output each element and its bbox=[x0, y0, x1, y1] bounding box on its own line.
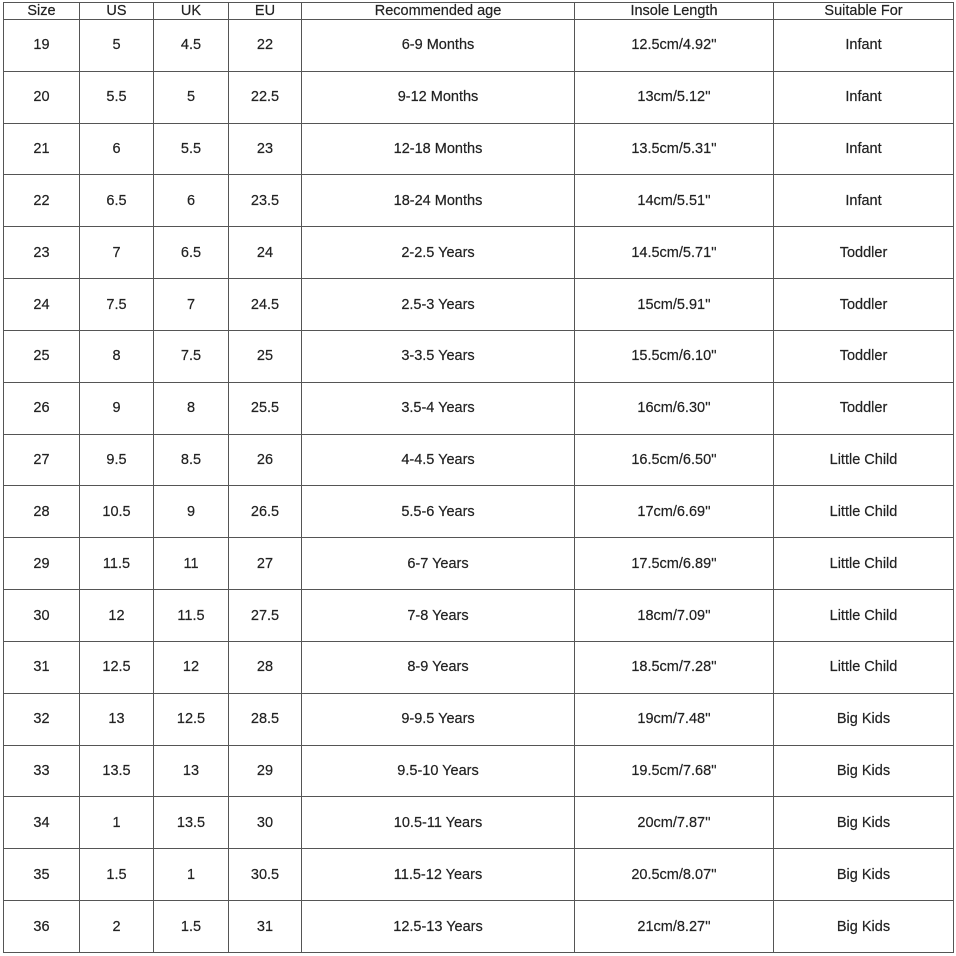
cell-suitable-for: Big Kids bbox=[774, 693, 954, 745]
header-uk: UK bbox=[154, 3, 229, 20]
cell-us: 2 bbox=[80, 901, 154, 953]
cell-insole-length: 13.5cm/5.31'' bbox=[575, 123, 774, 175]
cell-uk: 1 bbox=[154, 849, 229, 901]
cell-size: 23 bbox=[4, 227, 80, 279]
table-row bbox=[4, 175, 954, 227]
cell-recommended-age: 6-7 Years bbox=[302, 538, 575, 590]
cell-size: 35 bbox=[4, 849, 80, 901]
cell-size: 22 bbox=[4, 175, 80, 227]
cell-size: 27 bbox=[4, 434, 80, 486]
cell-size: 36 bbox=[4, 901, 80, 953]
cell-us: 13 bbox=[80, 693, 154, 745]
cell-suitable-for: Toddler bbox=[774, 227, 954, 279]
table-row bbox=[4, 693, 954, 745]
table-body bbox=[4, 20, 954, 953]
cell-insole-length: 20cm/7.87'' bbox=[575, 797, 774, 849]
cell-us: 9.5 bbox=[80, 434, 154, 486]
cell-size: 33 bbox=[4, 745, 80, 797]
cell-uk: 13 bbox=[154, 745, 229, 797]
cell-recommended-age: 12-18 Months bbox=[302, 123, 575, 175]
cell-uk: 4.5 bbox=[154, 20, 229, 72]
table-row bbox=[4, 538, 954, 590]
cell-insole-length: 15cm/5.91'' bbox=[575, 279, 774, 331]
cell-size: 25 bbox=[4, 330, 80, 382]
cell-us: 6.5 bbox=[80, 175, 154, 227]
cell-suitable-for: Toddler bbox=[774, 330, 954, 382]
cell-us: 1 bbox=[80, 797, 154, 849]
cell-suitable-for: Little Child bbox=[774, 641, 954, 693]
cell-insole-length: 12.5cm/4.92'' bbox=[575, 20, 774, 72]
header-us: US bbox=[80, 3, 154, 20]
cell-recommended-age: 11.5-12 Years bbox=[302, 849, 575, 901]
cell-recommended-age: 10.5-11 Years bbox=[302, 797, 575, 849]
cell-eu: 30.5 bbox=[229, 849, 302, 901]
cell-eu: 26.5 bbox=[229, 486, 302, 538]
cell-us: 6 bbox=[80, 123, 154, 175]
cell-insole-length: 13cm/5.12'' bbox=[575, 71, 774, 123]
cell-eu: 29 bbox=[229, 745, 302, 797]
table-row bbox=[4, 71, 954, 123]
cell-eu: 22.5 bbox=[229, 71, 302, 123]
table-row bbox=[4, 330, 954, 382]
table-row bbox=[4, 227, 954, 279]
cell-recommended-age: 2.5-3 Years bbox=[302, 279, 575, 331]
cell-suitable-for: Little Child bbox=[774, 538, 954, 590]
cell-uk: 7 bbox=[154, 279, 229, 331]
cell-size: 29 bbox=[4, 538, 80, 590]
cell-us: 8 bbox=[80, 330, 154, 382]
cell-eu: 27 bbox=[229, 538, 302, 590]
cell-insole-length: 17.5cm/6.89'' bbox=[575, 538, 774, 590]
cell-insole-length: 17cm/6.69'' bbox=[575, 486, 774, 538]
cell-insole-length: 18.5cm/7.28'' bbox=[575, 641, 774, 693]
cell-uk: 6.5 bbox=[154, 227, 229, 279]
cell-size: 19 bbox=[4, 20, 80, 72]
cell-eu: 30 bbox=[229, 797, 302, 849]
cell-uk: 6 bbox=[154, 175, 229, 227]
cell-insole-length: 21cm/8.27'' bbox=[575, 901, 774, 953]
cell-uk: 8.5 bbox=[154, 434, 229, 486]
cell-size: 34 bbox=[4, 797, 80, 849]
cell-us: 5.5 bbox=[80, 71, 154, 123]
header-row bbox=[4, 3, 954, 20]
cell-recommended-age: 4-4.5 Years bbox=[302, 434, 575, 486]
cell-recommended-age: 9-12 Months bbox=[302, 71, 575, 123]
cell-eu: 24.5 bbox=[229, 279, 302, 331]
cell-recommended-age: 5.5-6 Years bbox=[302, 486, 575, 538]
cell-us: 10.5 bbox=[80, 486, 154, 538]
cell-us: 13.5 bbox=[80, 745, 154, 797]
table-row bbox=[4, 797, 954, 849]
cell-eu: 25.5 bbox=[229, 382, 302, 434]
cell-recommended-age: 9-9.5 Years bbox=[302, 693, 575, 745]
table-row bbox=[4, 486, 954, 538]
cell-eu: 27.5 bbox=[229, 590, 302, 642]
cell-suitable-for: Big Kids bbox=[774, 745, 954, 797]
cell-uk: 11 bbox=[154, 538, 229, 590]
cell-suitable-for: Big Kids bbox=[774, 849, 954, 901]
cell-suitable-for: Little Child bbox=[774, 434, 954, 486]
cell-recommended-age: 6-9 Months bbox=[302, 20, 575, 72]
cell-insole-length: 19.5cm/7.68'' bbox=[575, 745, 774, 797]
cell-suitable-for: Big Kids bbox=[774, 797, 954, 849]
cell-suitable-for: Little Child bbox=[774, 590, 954, 642]
header-size: Size bbox=[4, 3, 80, 20]
cell-us: 12 bbox=[80, 590, 154, 642]
table-row bbox=[4, 849, 954, 901]
table-row bbox=[4, 434, 954, 486]
size-chart-table bbox=[3, 2, 954, 953]
cell-us: 5 bbox=[80, 20, 154, 72]
cell-suitable-for: Infant bbox=[774, 71, 954, 123]
cell-eu: 28.5 bbox=[229, 693, 302, 745]
cell-recommended-age: 2-2.5 Years bbox=[302, 227, 575, 279]
cell-insole-length: 14.5cm/5.71'' bbox=[575, 227, 774, 279]
table-row bbox=[4, 745, 954, 797]
cell-eu: 23.5 bbox=[229, 175, 302, 227]
cell-eu: 23 bbox=[229, 123, 302, 175]
cell-suitable-for: Little Child bbox=[774, 486, 954, 538]
cell-uk: 1.5 bbox=[154, 901, 229, 953]
cell-eu: 25 bbox=[229, 330, 302, 382]
cell-recommended-age: 9.5-10 Years bbox=[302, 745, 575, 797]
table-row bbox=[4, 20, 954, 72]
cell-eu: 28 bbox=[229, 641, 302, 693]
cell-uk: 7.5 bbox=[154, 330, 229, 382]
cell-size: 28 bbox=[4, 486, 80, 538]
cell-recommended-age: 3.5-4 Years bbox=[302, 382, 575, 434]
cell-recommended-age: 12.5-13 Years bbox=[302, 901, 575, 953]
table-header bbox=[4, 3, 954, 20]
cell-uk: 9 bbox=[154, 486, 229, 538]
cell-size: 32 bbox=[4, 693, 80, 745]
cell-size: 20 bbox=[4, 71, 80, 123]
cell-recommended-age: 18-24 Months bbox=[302, 175, 575, 227]
cell-recommended-age: 8-9 Years bbox=[302, 641, 575, 693]
table-row bbox=[4, 279, 954, 331]
header-insole-length: Insole Length bbox=[575, 3, 774, 20]
cell-us: 7 bbox=[80, 227, 154, 279]
cell-insole-length: 19cm/7.48'' bbox=[575, 693, 774, 745]
cell-insole-length: 15.5cm/6.10'' bbox=[575, 330, 774, 382]
cell-suitable-for: Big Kids bbox=[774, 901, 954, 953]
cell-uk: 12.5 bbox=[154, 693, 229, 745]
cell-eu: 26 bbox=[229, 434, 302, 486]
cell-us: 11.5 bbox=[80, 538, 154, 590]
cell-uk: 8 bbox=[154, 382, 229, 434]
cell-eu: 24 bbox=[229, 227, 302, 279]
cell-insole-length: 16cm/6.30'' bbox=[575, 382, 774, 434]
cell-uk: 5.5 bbox=[154, 123, 229, 175]
cell-insole-length: 14cm/5.51'' bbox=[575, 175, 774, 227]
cell-size: 26 bbox=[4, 382, 80, 434]
cell-insole-length: 16.5cm/6.50'' bbox=[575, 434, 774, 486]
cell-uk: 11.5 bbox=[154, 590, 229, 642]
cell-recommended-age: 7-8 Years bbox=[302, 590, 575, 642]
cell-uk: 12 bbox=[154, 641, 229, 693]
table-row bbox=[4, 382, 954, 434]
cell-uk: 13.5 bbox=[154, 797, 229, 849]
cell-size: 24 bbox=[4, 279, 80, 331]
header-eu: EU bbox=[229, 3, 302, 20]
cell-us: 7.5 bbox=[80, 279, 154, 331]
cell-us: 12.5 bbox=[80, 641, 154, 693]
cell-suitable-for: Toddler bbox=[774, 382, 954, 434]
cell-suitable-for: Infant bbox=[774, 175, 954, 227]
cell-recommended-age: 3-3.5 Years bbox=[302, 330, 575, 382]
table-row bbox=[4, 641, 954, 693]
table-row bbox=[4, 901, 954, 953]
table-row bbox=[4, 123, 954, 175]
cell-eu: 22 bbox=[229, 20, 302, 72]
cell-us: 1.5 bbox=[80, 849, 154, 901]
header-recommended-age: Recommended age bbox=[302, 3, 575, 20]
cell-suitable-for: Infant bbox=[774, 20, 954, 72]
cell-size: 30 bbox=[4, 590, 80, 642]
cell-suitable-for: Infant bbox=[774, 123, 954, 175]
cell-insole-length: 18cm/7.09'' bbox=[575, 590, 774, 642]
cell-suitable-for: Toddler bbox=[774, 279, 954, 331]
cell-size: 31 bbox=[4, 641, 80, 693]
cell-size: 21 bbox=[4, 123, 80, 175]
cell-us: 9 bbox=[80, 382, 154, 434]
cell-uk: 5 bbox=[154, 71, 229, 123]
header-suitable-for: Suitable For bbox=[774, 3, 954, 20]
cell-eu: 31 bbox=[229, 901, 302, 953]
cell-insole-length: 20.5cm/8.07'' bbox=[575, 849, 774, 901]
table-row bbox=[4, 590, 954, 642]
